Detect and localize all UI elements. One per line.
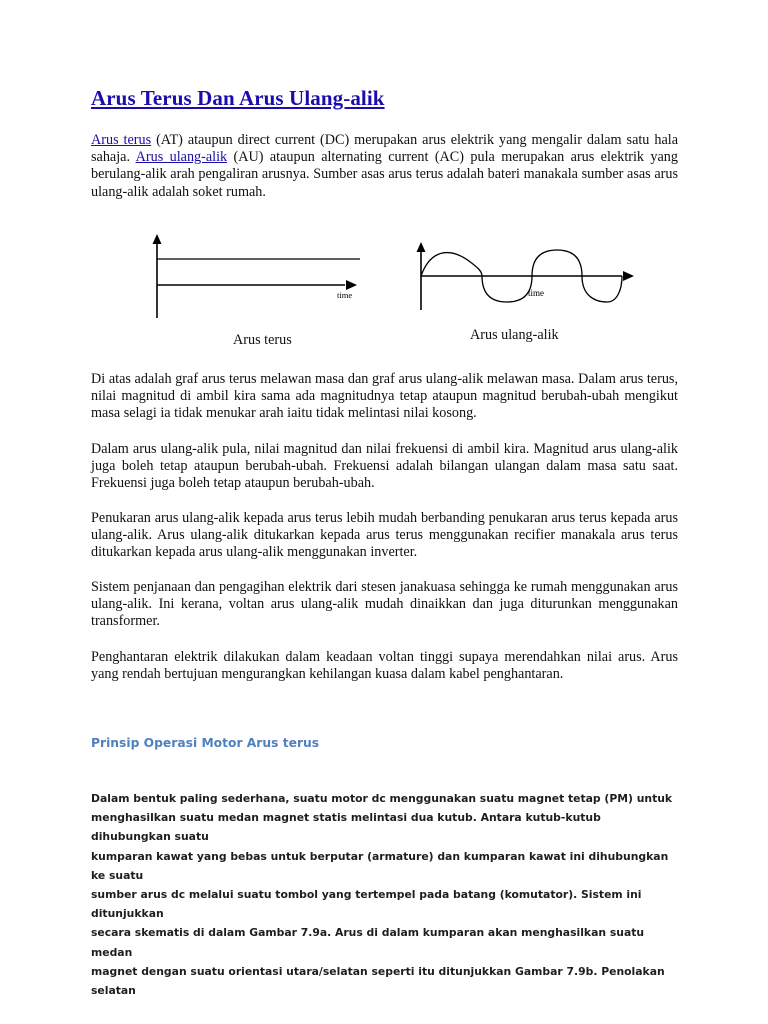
section-line: magnet dengan suatu orientasi utara/selatan seperti itu ditunjukkan Gambar 7.9b. Penolakan selatan (91, 964, 665, 998)
dc-y-arrow (153, 234, 162, 244)
section-line: Dalam bentuk paling sederhana, suatu motor dc menggunakan suatu magnet tetap (PM) untuk (91, 792, 673, 805)
paragraph-5: Penghantaran elektrik dilakukan dalam keadaan voltan tinggi supaya merendahkan nilai arus. Arus yang rendah bertujuan mengurangkan kehilangan kuasa dalam kabel penghantaran. (91, 649, 678, 683)
ac-caption: Arus ulang-alik (470, 327, 559, 343)
intro-text-1: (AT) ataupun direct current (DC) merupakan arus elektrik yang mengalir dalam satu hala sahaja. (91, 132, 678, 166)
ac-y-arrow (417, 242, 426, 252)
section-line: menghasilkan suatu medan magnet statis melintasi dua kutub. Antara kutub-kutub dihubungkan suatu (91, 811, 601, 844)
dc-time-label: time (337, 290, 353, 300)
section-title: Prinsip Operasi Motor Arus terus (91, 736, 320, 750)
paragraph-3: Penukaran arus ulang-alik kepada arus terus lebih mudah berbanding penukaran arus terus kepada arus ulang-alik. Arus ulang-alik ditukarkan kepada arus terus menggunakan recifier manakala arus terus ditukarkan kepada arus ulang-alik menggunakan inverter. (91, 510, 678, 561)
page-title: Arus Terus Dan Arus Ulang-alik (91, 86, 385, 110)
intro-paragraph (91, 132, 678, 201)
dc-caption: Arus terus (233, 332, 292, 348)
paragraph-2: Dalam arus ulang-alik pula, nilai magnitud dan nilai frekuensi di ambil kira. Magnitud arus ulang-alik juga boleh tetap ataupun berubah-ubah. Frekuensi adalah bilangan ulangan dalam masa satu saat. Frekuensi juga boleh tetap ataupun berubah-ubah. (91, 441, 678, 492)
paragraph-1: Di atas adalah graf arus terus melawan masa dan graf arus ulang-alik melawan masa. Dalam arus terus, nilai magnitud di ambil kira sama ada magnitudnya tetap ataupun magnitud berubah-ubah mengikut masa selagi ia tidak menukar arah iaitu tidak melintasi nilai kosong. (91, 371, 678, 422)
intro-text-2: (AU) ataupun alternating current (AC) pula merupakan arus elektrik yang berulang-alik arah pengaliran arusnya. Sumber asas arus terus adalah bateri manakala sumber asas arus ulang-alik adalah soket rumah. (91, 149, 678, 200)
section-paragraph (91, 789, 678, 1000)
ac-time-label: time (528, 288, 544, 298)
section-line: sumber arus dc melalui suatu tombol yang tertempel pada batang (komutator). Sistem ini ditunjukkan (91, 888, 642, 921)
ac-graph (412, 240, 634, 316)
dc-graph (147, 234, 357, 320)
link-arus-ulang-alik[interactable]: Arus ulang-alik (135, 149, 228, 166)
dc-x-arrow (346, 280, 357, 290)
section-line: secara skematis di dalam Gambar 7.9a. Arus di dalam kumparan akan menghasilkan suatu medan (91, 926, 645, 959)
paragraph-4: Sistem penjanaan dan pengagihan elektrik dari stesen janakuasa sehingga ke rumah menggunakan arus ulang-alik. Ini kerana, voltan arus ulang-alik mudah dinaikkan dan juga diturunkan menggunakan transformer. (91, 579, 678, 630)
section-line: kumparan kawat yang bebas untuk berputar (armature) dan kumparan kawat ini dihubungkan ke suatu (91, 849, 669, 882)
link-arus-terus[interactable]: Arus terus (91, 132, 152, 148)
ac-x-arrow (623, 271, 634, 281)
